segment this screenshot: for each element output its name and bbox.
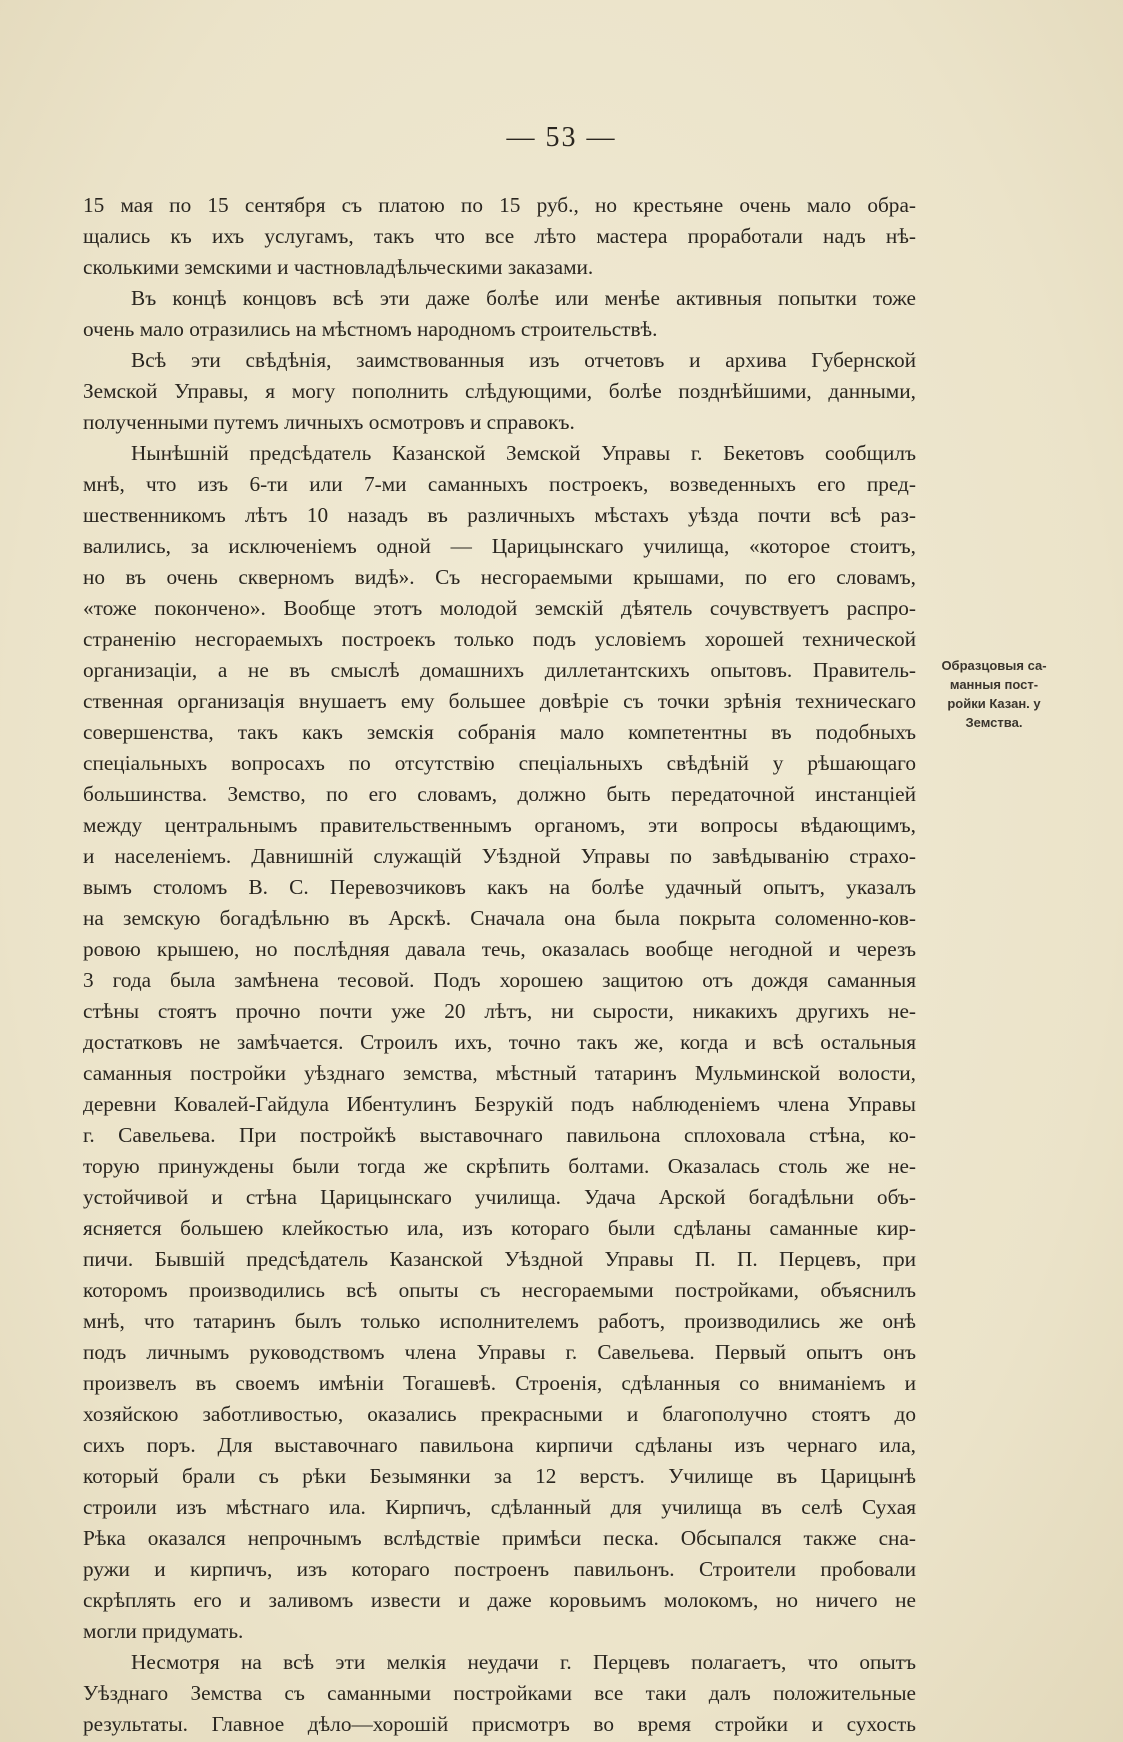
- text-line: хозяйскою заботливостью, оказались прекрасными и благополучно стоятъ до: [83, 1402, 916, 1426]
- margin-note-line: манныя пост-: [949, 677, 1039, 692]
- margin-note-line: Земства.: [965, 715, 1023, 730]
- text-line: 15 мая по 15 сентября съ платою по 15 руб., но крестьяне очень мало обра-: [83, 193, 916, 217]
- text-line: устойчивой и стѣна Царицынскаго училища. Удача Арской богадѣльни объ-: [83, 1185, 916, 1209]
- text-line: Всѣ эти свѣдѣнія, заимствованныя изъ отчетовъ и архива Губернской: [131, 348, 916, 372]
- text-line: скрѣплять его и заливомъ извести и даже коровьимъ молокомъ, но ничего не: [83, 1588, 916, 1612]
- text-line: ственная организація внушаетъ ему большее довѣріе съ точки зрѣнія техническаго: [83, 689, 916, 713]
- text-line: которомъ производились всѣ опыты съ несгораемыми постройками, объяснилъ: [83, 1278, 916, 1302]
- text-line: стѣны стоятъ прочно почти уже 20 лѣтъ, ни сырости, никакихъ другихъ не-: [83, 999, 916, 1023]
- text-line: 3 года была замѣнена тесовой. Подъ хорошею защитою отъ дождя саманныя: [83, 968, 916, 992]
- text-line: и населеніемъ. Давнишній служащій Уѣздной Управы по завѣдыванію страхо-: [83, 844, 916, 868]
- text-line: на земскую богадѣльню въ Арскѣ. Сначала она была покрыта соломенно-ков-: [83, 906, 916, 930]
- text-line: результаты. Главное дѣло—хорошій присмотръ во время стройки и сухость: [83, 1712, 916, 1736]
- text-line: Земской Управы, я могу пополнить слѣдующими, болѣе позднѣйшими, данными,: [83, 379, 916, 403]
- text-line: ясняется большею клейкостью ила, изъ котораго были сдѣланы саманные кир-: [83, 1216, 916, 1240]
- text-line: спеціальныхъ вопросахъ по отсутствію спеціальныхъ свѣдѣній у рѣшающаго: [83, 751, 916, 775]
- text-line: могли придумать.: [83, 1619, 244, 1643]
- text-line: но въ очень скверномъ видѣ». Съ несгораемыми крышами, по его словамъ,: [83, 565, 916, 589]
- text-line: мнѣ, что татаринъ былъ только исполнителемъ работъ, производились же онѣ: [83, 1309, 916, 1333]
- text-line: «тоже покончено». Вообще этотъ молодой земскій дѣятель сочувствуетъ распро-: [83, 596, 916, 620]
- text-line: между центральнымъ правительственнымъ органомъ, эти вопросы вѣдающимъ,: [83, 813, 916, 837]
- text-line: сколькими земскими и частновладѣльческими заказами.: [83, 255, 594, 279]
- text-line: ружи и кирпичъ, изъ котораго построенъ павильонъ. Строители пробовали: [83, 1557, 916, 1581]
- text-line: произвелъ въ своемъ имѣніи Тогашевѣ. Строенія, сдѣланныя со вниманіемъ и: [83, 1371, 916, 1395]
- text-line: торую принуждены были тогда же скрѣпить болтами. Оказалась столь же не-: [83, 1154, 916, 1178]
- margin-note-line: Образцовыя са-: [941, 658, 1047, 673]
- text-line: щались къ ихъ услугамъ, такъ что все лѣто мастера проработали надъ нѣ-: [83, 224, 916, 248]
- text-line: полученными путемъ личныхъ осмотровъ и справокъ.: [83, 410, 575, 434]
- text-line: шественникомъ лѣтъ 10 назадъ въ различныхъ мѣстахъ уѣзда почти всѣ раз-: [83, 503, 916, 527]
- text-line: большинства. Земство, по его словамъ, должно быть передаточной инстанціей: [83, 782, 916, 806]
- text-line: страненію несгораемыхъ построекъ только подъ условіемъ хорошей технической: [83, 627, 916, 651]
- text-line: совершенства, такъ какъ земскія собранія мало компетентны въ подобныхъ: [83, 720, 916, 744]
- margin-note: [918, 656, 1070, 732]
- text-line: строили изъ мѣстнаго ила. Кирпичъ, сдѣланный для училища въ селѣ Сухая: [83, 1495, 916, 1519]
- margin-note-line: ройки Казан. у: [947, 696, 1041, 711]
- text-line: ровою крышею, но послѣдняя давала течь, оказалась вообще негодной и черезъ: [83, 937, 916, 961]
- text-line: валились, за исключеніемъ одной — Царицынскаго училища, «которое стоитъ,: [83, 534, 916, 558]
- text-line: вымъ столомъ В. С. Перевозчиковъ какъ на болѣе удачный опытъ, указалъ: [83, 875, 916, 899]
- text-line: организаціи, а не въ смыслѣ домашнихъ диллетантскихъ опытовъ. Правитель-: [83, 658, 916, 682]
- text-line: Рѣка оказался непрочнымъ вслѣдствіе примѣси песка. Обсыпался также сна-: [83, 1526, 916, 1550]
- text-line: пичи. Бывшій предсѣдатель Казанской Уѣздной Управы П. П. Перцевъ, при: [83, 1247, 916, 1271]
- text-line: который брали съ рѣки Безымянки за 12 верстъ. Училище въ Царицынѣ: [83, 1464, 916, 1488]
- text-line: г. Савельева. При постройкѣ выставочнаго павильона сплоховала стѣна, ко-: [83, 1123, 916, 1147]
- text-line: очень мало отразились на мѣстномъ народномъ строительствѣ.: [83, 317, 658, 341]
- text-line: деревни Ковалей-Гайдула Ибентулинъ Безрукій подъ наблюденіемъ члена Управы: [83, 1092, 916, 1116]
- text-line: Въ концѣ концовъ всѣ эти даже болѣе или менѣе активныя попытки тоже: [131, 286, 916, 310]
- body-text: [83, 190, 916, 1740]
- text-line: саманныя постройки уѣзднаго земства, мѣстный татаринъ Мульминской волости,: [83, 1061, 916, 1085]
- text-line: подъ личнымъ руководствомъ члена Управы г. Савельева. Первый опытъ онъ: [83, 1340, 916, 1364]
- page-number: — 53 —: [506, 122, 617, 153]
- text-line: Несмотря на всѣ эти мелкія неудачи г. Перцевъ полагаетъ, что опытъ: [131, 1650, 916, 1674]
- text-line: сихъ поръ. Для выставочнаго павильона кирпичи сдѣланы изъ чернаго ила,: [83, 1433, 916, 1457]
- text-line: Нынѣшній предсѣдатель Казанской Земской Управы г. Бекетовъ сообщилъ: [131, 441, 916, 465]
- text-line: мнѣ, что изъ 6-ти или 7-ми саманныхъ построекъ, возведенныхъ его пред-: [83, 472, 916, 496]
- text-line: Уѣзднаго Земства съ саманными постройками все таки далъ положительные: [83, 1681, 916, 1705]
- text-line: достатковъ не замѣчается. Строилъ ихъ, точно такъ же, когда и всѣ остальныя: [83, 1030, 916, 1054]
